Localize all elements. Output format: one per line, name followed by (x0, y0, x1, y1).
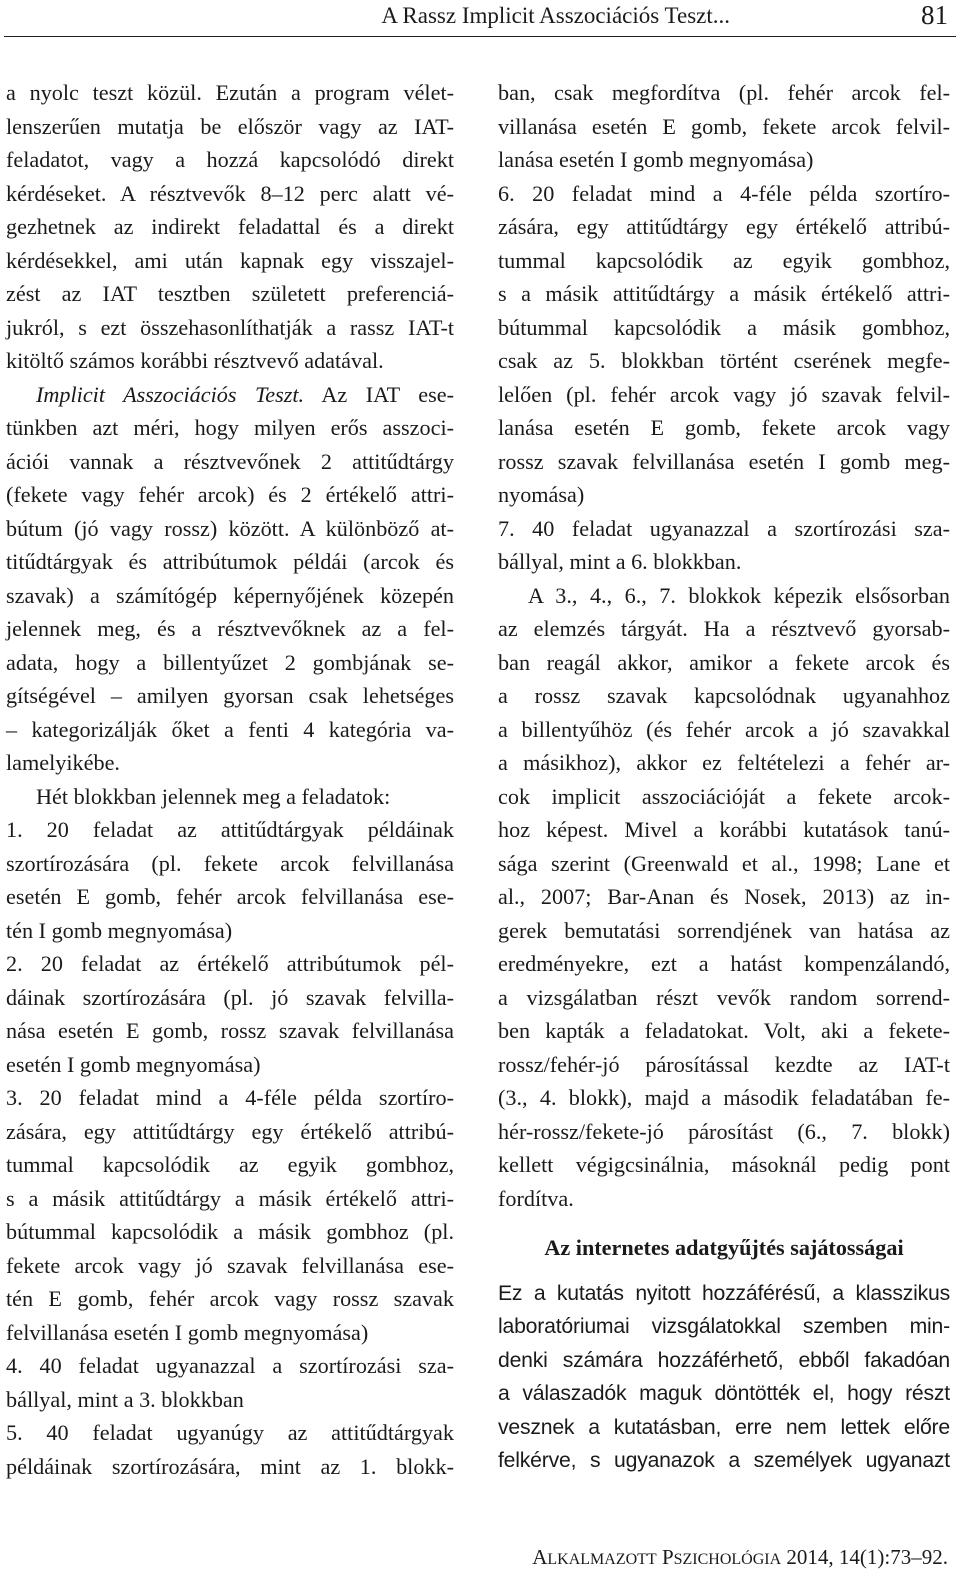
line-text: s a másik attitűdtárgy a másik értékelő attri- (6, 1185, 454, 1211)
line-text: (3., 4. blokk), majd a második feladatában fe- (498, 1085, 950, 1110)
header-rule (4, 36, 956, 37)
text-line (6, 880, 454, 914)
text-line (498, 1310, 950, 1344)
text-line (6, 1014, 454, 1048)
line-text: zést az IAT tesztben született preferenciá- (6, 281, 454, 306)
journal-name-a-cap: A (532, 1545, 548, 1569)
line-text: tummal kapcsolódik az egyik gombhoz, (6, 1152, 454, 1177)
line-text: zására, egy attitűdtárgy egy értékelő attribú- (498, 214, 950, 239)
line-text: kérdésekkel, ami után kapnak egy visszajel- (6, 247, 454, 273)
text-line (498, 612, 950, 646)
text-line (498, 646, 950, 680)
journal-name-a-rest: LKALMAZOTT (547, 1551, 657, 1568)
line-text: 3. 20 feladat mind a 4-féle példa szortíro- (6, 1085, 454, 1110)
line-text: 6. 20 feladat mind a 4-féle példa szortíro- (498, 180, 950, 206)
text-line (6, 1416, 454, 1450)
line-text: a nyolc teszt közül. Ezután a program vélet- (6, 80, 454, 105)
text-line (6, 445, 454, 479)
line-text: csak az 5. blokkban történt cserének megfe- (498, 348, 950, 373)
text-line (6, 713, 454, 747)
text-line (498, 579, 950, 613)
journal-citation: 2014, 14(1):73–92. (786, 1545, 948, 1569)
text-line (6, 478, 454, 512)
text-line (6, 1316, 454, 1350)
text-line (498, 244, 950, 278)
text-line (6, 1115, 454, 1149)
line-text: s a másik attitűdtárgy a másik értékelő attri- (498, 281, 950, 306)
left-column (6, 76, 454, 1483)
line-text: feladatot, vagy a hozzá kapcsolódó direkt (6, 147, 454, 172)
text-line (498, 1182, 950, 1216)
text-line (498, 143, 950, 177)
text-line (6, 646, 454, 680)
line-text: példáinak szortírozására, mint az 1. blokk- (6, 1453, 454, 1479)
line-text: fordítva. (498, 1185, 574, 1211)
text-line (498, 1377, 950, 1411)
text-line (6, 512, 454, 546)
line-text: hér-rossz/fekete-jó párosítást (6., 7. blokk) (498, 1118, 950, 1144)
text-line (6, 244, 454, 278)
line-text: 1. 20 feladat az attitűdtárgyak példáinak (6, 817, 454, 842)
line-text: ben kapták a feladatokat. Volt, aki a fekete- (498, 1018, 950, 1043)
text-line (498, 780, 950, 814)
line-text: bállyal, mint a 6. blokkban. (498, 549, 742, 574)
text-line (6, 813, 454, 847)
line-text: ban, csak megfordítva (pl. fehér arcok fel- (498, 80, 950, 105)
text-line (498, 277, 950, 311)
right-column (498, 76, 950, 1478)
text-line (498, 1411, 950, 1445)
text-line (6, 1450, 454, 1484)
text-line (498, 478, 950, 512)
page-header (0, 0, 960, 40)
text-line (6, 1081, 454, 1115)
line-text: 4. 40 feladat ugyanazzal a szortírozási sza- (6, 1353, 454, 1378)
text-line (6, 76, 454, 110)
text-line (6, 177, 454, 211)
right-column-top-text (498, 76, 950, 1215)
text-line (6, 143, 454, 177)
line-text: eredményekre, ezt a hatást kompenzálandó, (498, 951, 950, 976)
running-title: A Rassz Implicit Asszociációs Teszt... (381, 3, 730, 28)
line-text: felkérve, s ugyanazok a személyek ugyanazt (498, 1449, 950, 1472)
journal-footer (532, 1545, 948, 1570)
line-text: kérdéseket. A résztvevők 8–12 perc alatt vé- (6, 180, 454, 206)
line-text: bútummal kapcsolódik a másik gombhoz, (498, 314, 950, 340)
line-text: adata, hogy a billentyűzet 2 gombjának se- (6, 649, 454, 675)
text-line (6, 1282, 454, 1316)
text-line (498, 177, 950, 211)
text-line (498, 947, 950, 981)
journal-name-p-rest: SZICHOLÓGIA (673, 1551, 782, 1568)
line-text: jelennek meg, és a résztvevőknek az a fel- (6, 616, 454, 641)
line-text: a rossz szavak kapcsolódnak ugyanahhoz (498, 683, 950, 708)
text-line (6, 1048, 454, 1082)
line-text: lenszerűen mutatja be először vagy az IAT- (6, 113, 454, 139)
line-text: a másikhoz), akkor ez feltételezi a fehér ar- (498, 750, 950, 775)
text-line (6, 1148, 454, 1182)
line-text: villanása esetén E gomb, fekete arcok felvil- (498, 113, 950, 139)
text-line (498, 1115, 950, 1149)
line-text: gezhetnek az indirekt feladattal és a direkt (6, 214, 454, 239)
line-text: Ez a kutatás nyitott hozzáférésű, a klasszikus (498, 1281, 950, 1305)
text-line (498, 1277, 950, 1311)
text-line (498, 210, 950, 244)
line-text: jukról, s ezt összehasonlíthatják a rassz IAT-t (6, 314, 454, 340)
paragraph-run-in-heading: Implicit Asszociációs Teszt. (36, 381, 305, 407)
line-text: bállyal, mint a 3. blokkban (6, 1386, 244, 1412)
line-text: rossz szavak felvillanása esetén I gomb meg- (498, 448, 950, 474)
text-line (6, 579, 454, 613)
line-text: 7. 40 feladat ugyanazzal a szortírozási sza- (498, 515, 950, 541)
text-line (6, 981, 454, 1015)
text-line (498, 914, 950, 948)
line-text: ban reagál akkor, amikor a fekete arcok és (498, 649, 950, 675)
text-line (498, 445, 950, 479)
text-line (498, 981, 950, 1015)
text-line (498, 76, 950, 110)
line-text: esetén E gomb, fehér arcok felvillanása ese- (6, 884, 454, 909)
line-text: Az IAT ese- (304, 381, 454, 407)
line-text: rossz/fehér-jó párosítással kezdte az IAT-t (498, 1051, 950, 1077)
line-text: kitöltő számos korábbi résztvevő adatával. (6, 348, 384, 373)
line-text: esetén I gomb megnyomása) (6, 1051, 261, 1077)
line-text: az elemzés tárgyát. Ha a résztvevő gyorsab- (498, 616, 950, 641)
line-text: dáinak szortírozására (pl. jó szavak felvilla- (6, 984, 454, 1010)
line-text: al., 2007; Bar-Anan és Nosek, 2013) az in- (498, 884, 950, 909)
text-line (498, 545, 950, 579)
text-line (6, 1383, 454, 1417)
text-line (498, 1081, 950, 1115)
text-line (498, 1148, 950, 1182)
line-text: cok implicit asszociációját a fekete arcok- (498, 783, 950, 809)
line-text: ációi vannak a résztvevőnek 2 attitűdtárgy (6, 448, 454, 474)
line-text: (fekete vagy fehér arcok) és 2 értékelő attri- (6, 482, 454, 507)
line-text: a vizsgálatban részt vevők random sorrend- (498, 984, 950, 1010)
text-line (498, 746, 950, 780)
line-text: vesznek a kutatásban, erre nem lettek előre (498, 1415, 950, 1439)
line-text: lamelyikébe. (6, 750, 120, 775)
text-line (6, 1215, 454, 1249)
text-line (498, 378, 950, 412)
text-line (6, 914, 454, 948)
text-line (498, 311, 950, 345)
line-text: nyomása) (498, 482, 585, 507)
line-text: A 3., 4., 6., 7. blokkok képezik elsősorban (528, 582, 950, 608)
line-text: tén I gomb megnyomása) (6, 917, 233, 943)
line-text: tünkben azt méri, hogy milyen erős asszoci- (6, 415, 454, 440)
text-line (6, 277, 454, 311)
text-line (498, 344, 950, 378)
text-line (6, 110, 454, 144)
line-text: bútum (jó vagy rossz) között. A különböző at- (6, 515, 454, 541)
journal-name-p-cap: P (661, 1545, 674, 1569)
text-line (498, 679, 950, 713)
line-text: fekete arcok vagy jó szavak felvillanása ese- (6, 1252, 454, 1278)
line-text: szavak) a számítógép képernyőjének közepén (6, 582, 454, 608)
text-line (6, 545, 454, 579)
text-line (498, 847, 950, 881)
line-text: kellett végigcsinálnia, másoknál pedig pont (498, 1152, 950, 1177)
text-line (6, 311, 454, 345)
text-line (6, 378, 454, 412)
text-line (498, 110, 950, 144)
line-text: Hét blokkban jelennek meg a feladatok: (36, 783, 391, 809)
text-line (498, 713, 950, 747)
text-line (6, 1249, 454, 1283)
line-text: 5. 40 feladat ugyanúgy az attitűdtárgyak (6, 1420, 454, 1445)
text-line (6, 1182, 454, 1216)
text-line (498, 411, 950, 445)
section-heading: Az internetes adatgyűjtés sajátosságai (544, 1235, 904, 1260)
text-line (6, 679, 454, 713)
text-line (6, 612, 454, 646)
line-text: a billentyűhöz (és fehér arcok a jó szavakkal (498, 716, 950, 742)
line-text: denki számára hozzáférhető, ebből fakadóan (498, 1348, 950, 1372)
right-column-bottom-text (498, 1277, 950, 1478)
line-text: hoz képest. Mivel a korábbi kutatások tanú- (498, 817, 950, 842)
line-text: gítségével – amilyen gyorsan csak lehetséges (6, 683, 454, 708)
text-line (6, 1349, 454, 1383)
text-line (6, 411, 454, 445)
line-text: lanása esetén I gomb megnyomása) (498, 147, 814, 172)
line-text: titűdtárgyak és attribútumok példái (arcok és (6, 549, 454, 574)
line-text: sága szerint (Greenwald et al., 1998; Lane et (498, 850, 950, 876)
text-line (6, 210, 454, 244)
page-number: 81 (921, 0, 948, 30)
line-text: lanása esetén E gomb, fekete arcok vagy (498, 415, 950, 440)
line-text: tén E gomb, fehér arcok vagy rossz szavak (6, 1286, 454, 1311)
text-line (498, 512, 950, 546)
text-line (498, 1344, 950, 1378)
text-line (6, 947, 454, 981)
text-line (498, 1048, 950, 1082)
text-line (498, 1014, 950, 1048)
line-text: zására, egy attitűdtárgy egy értékelő attribú- (6, 1118, 454, 1144)
line-text: a válaszadók maguk döntötték el, hogy részt (498, 1382, 950, 1405)
text-line (498, 880, 950, 914)
text-line (6, 847, 454, 881)
line-text: 2. 20 feladat az értékelő attribútumok pél- (6, 951, 454, 976)
line-text: gerek bemutatási sorrendjének van hatása az (498, 917, 950, 943)
line-text: nása esetén E gomb, rossz szavak felvillanása (6, 1018, 454, 1043)
line-text: tummal kapcsolódik az egyik gombhoz, (498, 247, 950, 273)
line-text: lelően (pl. fehér arcok vagy jó szavak felvil- (498, 381, 950, 407)
line-text: – kategorizálják őket a fenti 4 kategória va- (6, 716, 454, 742)
text-line (6, 344, 454, 378)
text-line (498, 813, 950, 847)
line-text: laboratóriumai vizsgálatokkal szemben min- (498, 1315, 950, 1338)
line-text: bútummal kapcsolódik a másik gombhoz (pl. (6, 1219, 454, 1244)
line-text: felvillanása esetén I gomb megnyomása) (6, 1319, 369, 1345)
line-text: szortírozására (pl. fekete arcok felvillanása (6, 850, 454, 876)
text-line (6, 780, 454, 814)
text-line (6, 746, 454, 780)
text-line (498, 1444, 950, 1478)
